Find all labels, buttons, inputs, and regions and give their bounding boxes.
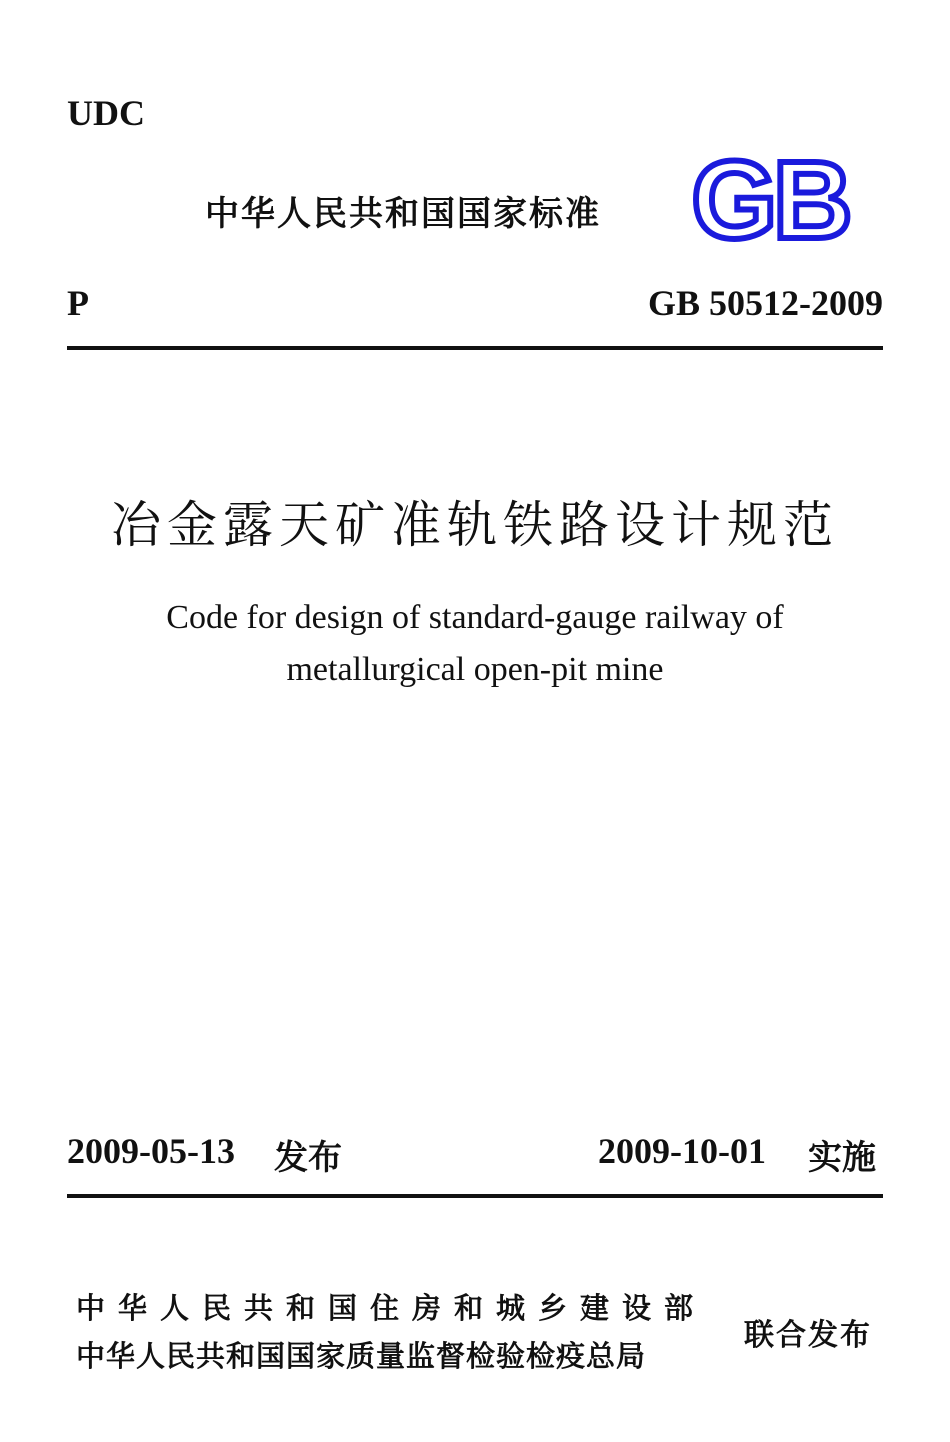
issue-date: 2009-05-13	[67, 1131, 235, 1171]
issue-label: 发布	[274, 1138, 342, 1178]
udc-label: UDC	[67, 93, 145, 133]
joint-issue-label: 联合发布	[744, 1318, 872, 1353]
title-english	[0, 592, 950, 696]
bottom-divider	[67, 1194, 883, 1198]
title-english-line-1: Code for design of standard-gauge railway of	[166, 599, 784, 636]
gb-logo	[680, 150, 860, 246]
category-code: P	[67, 283, 89, 323]
issuer-ministry: 中华人民共和国住房和城乡建设部	[76, 1291, 707, 1325]
national-standard-heading: 中华人民共和国国家标准	[205, 194, 601, 234]
issuer-aqsiq: 中华人民共和国国家质量监督检验检疫总局	[76, 1339, 647, 1373]
title-english-line-2: metallurgical open-pit mine	[286, 651, 664, 688]
gb-logo-text: GB	[691, 150, 849, 246]
top-divider	[67, 346, 883, 350]
implementation-date: 2009-10-01	[598, 1131, 766, 1171]
title-chinese: 冶金露天矿准轨铁路设计规范	[111, 496, 839, 554]
implementation-label: 实施	[808, 1138, 876, 1178]
standard-number: GB 50512-2009	[647, 283, 883, 323]
